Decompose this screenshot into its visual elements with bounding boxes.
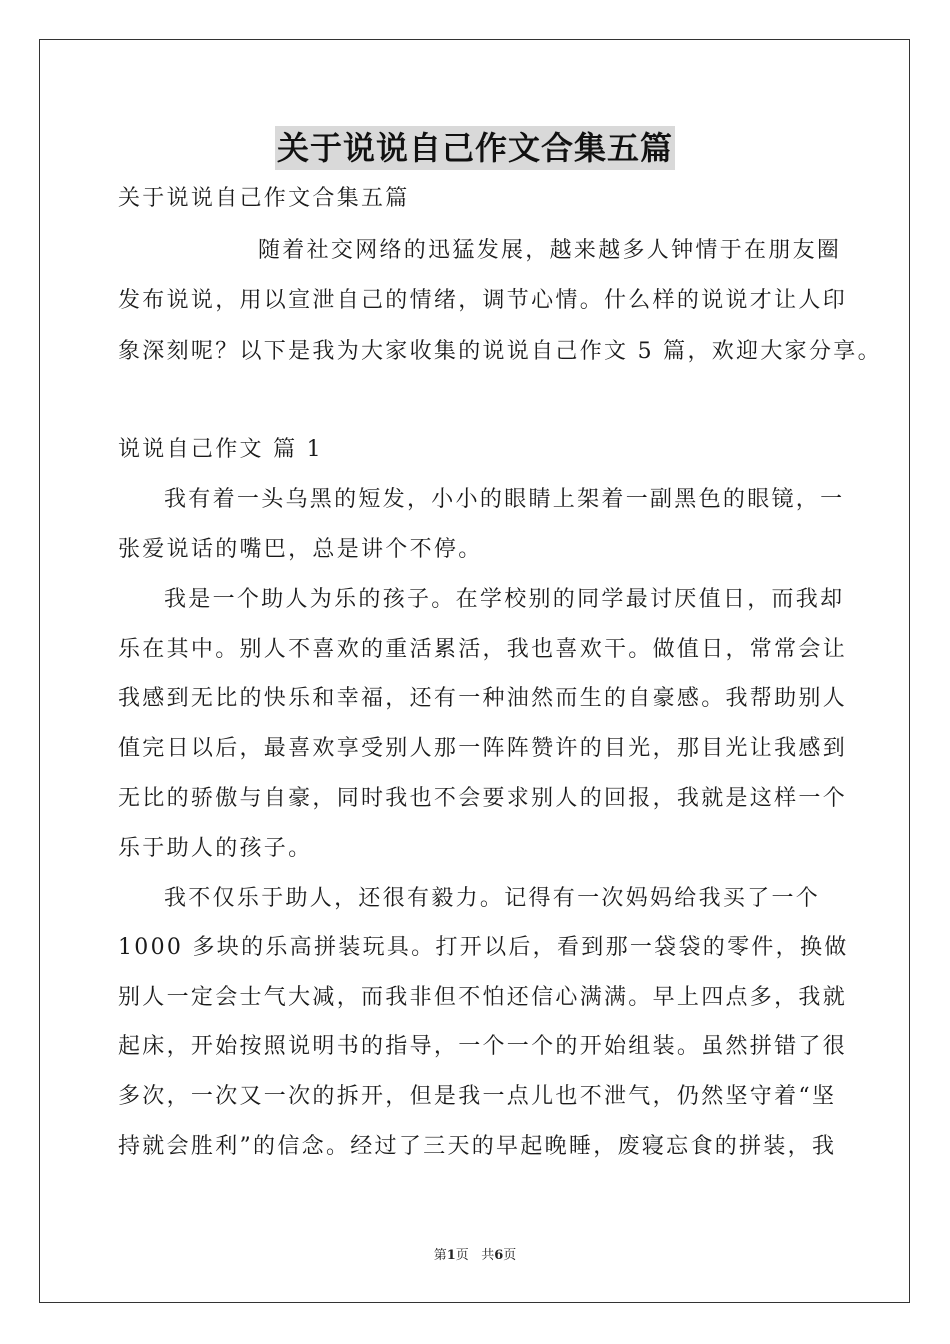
total-label-prefix: 共 (481, 1248, 495, 1263)
paragraph-line: 多次，一次又一次的拆开，但是我一点儿也不泄气，仍然坚守着“坚 (118, 1084, 837, 1109)
page-label-prefix: 第 (433, 1248, 447, 1263)
paragraph-line: 值完日以后，最喜欢享受别人那一阵阵赞许的目光，那目光让我感到 (118, 736, 848, 761)
title-container (0, 126, 950, 170)
document-title: 关于说说自己作文合集五篇 (275, 126, 675, 170)
total-pages-number: 6 (494, 1248, 504, 1263)
paragraph-line: 我有着一头乌黑的短发，小小的眼睛上架着一副黑色的眼镜，一 (164, 487, 845, 512)
paragraph-line: 起床，开始按照说明书的指导，一个一个的开始组装。虽然拼错了很 (118, 1034, 848, 1059)
paragraph-line: 持就会胜利”的信念。经过了三天的早起晚睡，废寝忘食的拼装，我 (118, 1134, 837, 1159)
total-label-suffix: 页 (503, 1248, 517, 1263)
document-subtitle: 关于说说自己作文合集五篇 (118, 186, 410, 211)
paragraph-line: 1000 多块的乐高拼装玩具。打开以后，看到那一袋袋的零件，换做 (118, 935, 849, 960)
paragraph-line: 我感到无比的快乐和幸福，还有一种油然而生的自豪感。我帮助别人 (118, 686, 848, 711)
section-heading: 说说自己作文 篇 1 (118, 437, 323, 462)
paragraph-line: 我是一个助人为乐的孩子。在学校别的同学最讨厌值日，而我却 (164, 587, 845, 612)
intro-line: 象深刻呢？以下是我为大家收集的说说自己作文 5 篇，欢迎大家分享。 (118, 339, 882, 364)
intro-line: 发布说说，用以宣泄自己的情绪，调节心情。什么样的说说才让人印 (118, 288, 848, 313)
paragraph-line: 我不仅乐于助人，还很有毅力。记得有一次妈妈给我买了一个 (164, 886, 821, 911)
paragraph-line: 无比的骄傲与自豪，同时我也不会要求别人的回报，我就是这样一个 (118, 786, 848, 811)
page-border (39, 39, 910, 1303)
intro-line: 随着社交网络的迅猛发展，越来越多人钟情于在朋友圈 (258, 238, 842, 263)
paragraph-line: 张爱说话的嘴巴，总是讲个不停。 (118, 537, 483, 562)
paragraph-line: 别人一定会士气大减，而我非但不怕还信心满满。早上四点多，我就 (118, 985, 848, 1010)
paragraph-line: 乐在其中。别人不喜欢的重活累活，我也喜欢干。做值日，常常会让 (118, 637, 848, 662)
current-page-number: 1 (446, 1248, 456, 1263)
paragraph-line: 乐于助人的孩子。 (118, 836, 313, 861)
page-footer (0, 1247, 950, 1265)
page-label-suffix: 页 (455, 1248, 469, 1263)
